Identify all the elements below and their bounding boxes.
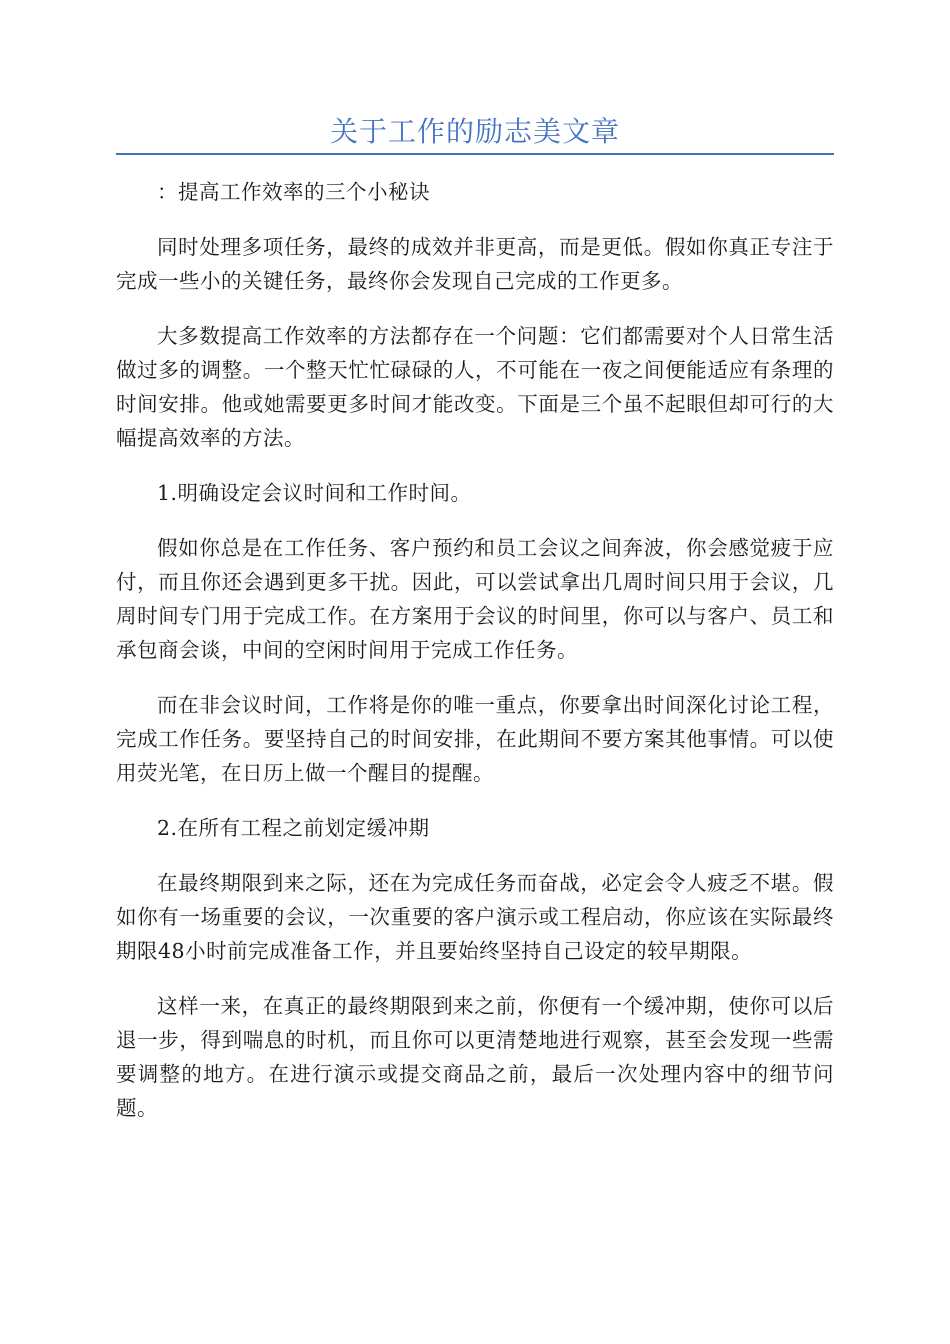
list-heading-1: 1.明确设定会议时间和工作时间。 [157,481,472,505]
list-heading-2: 2.在所有工程之前划定缓冲期 [157,816,430,840]
paragraph: 这样一来，在真正的最终期限到来之前，你便有一个缓冲期，使你可以后退一步，得到喘息的时机，而且你可以更清楚地进行观察，甚至会发现一些需要调整的地方。在进行演示或提交商品之前，最后一次处理内容中的细节问题。 [116,994,834,1120]
paragraph: 同时处理多项任务，最终的成效并非更高，而是更低。假如你真正专注于完成一些小的关键任务，最终你会发现自己完成的工作更多。 [116,235,834,293]
document-body [116,175,834,1146]
paragraph: 大多数提高工作效率的方法都存在一个问题：它们都需要对个人日常生活做过多的调整。一个整天忙忙碌碌的人，不可能在一夜之间便能适应有条理的时间安排。他或她需要更多时间才能改变。下面是三个虽不起眼但却可行的大幅提高效率的方法。 [116,324,834,450]
title-underline [116,153,834,155]
paragraph: 而在非会议时间，工作将是你的唯一重点，你要拿出时间深化讨论工程，完成工作任务。要坚持自己的时间安排，在此期间不要方案其他事情。可以使用荧光笔，在日历上做一个醒目的提醒。 [116,693,834,785]
document-title: 关于工作的励志美文章 [329,115,620,148]
paragraph: 假如你总是在工作任务、客户预约和员工会议之间奔波，你会感觉疲于应付，而且你还会遇到更多干扰。因此，可以尝试拿出几周时间只用于会议，几周时间专门用于完成工作。在方案用于会议的时间里，你可以与客户、员工和承包商会谈，中间的空闲时间用于完成工作任务。 [116,536,834,662]
section-heading: ：提高工作效率的三个小秘诀 [157,180,430,204]
paragraph: 在最终期限到来之际，还在为完成任务而奋战，必定会令人疲乏不堪。假如你有一场重要的会议，一次重要的客户演示或工程启动，你应该在实际最终期限48小时前完成准备工作，并且要始终坚持自己设定的较早期限。 [116,871,834,963]
